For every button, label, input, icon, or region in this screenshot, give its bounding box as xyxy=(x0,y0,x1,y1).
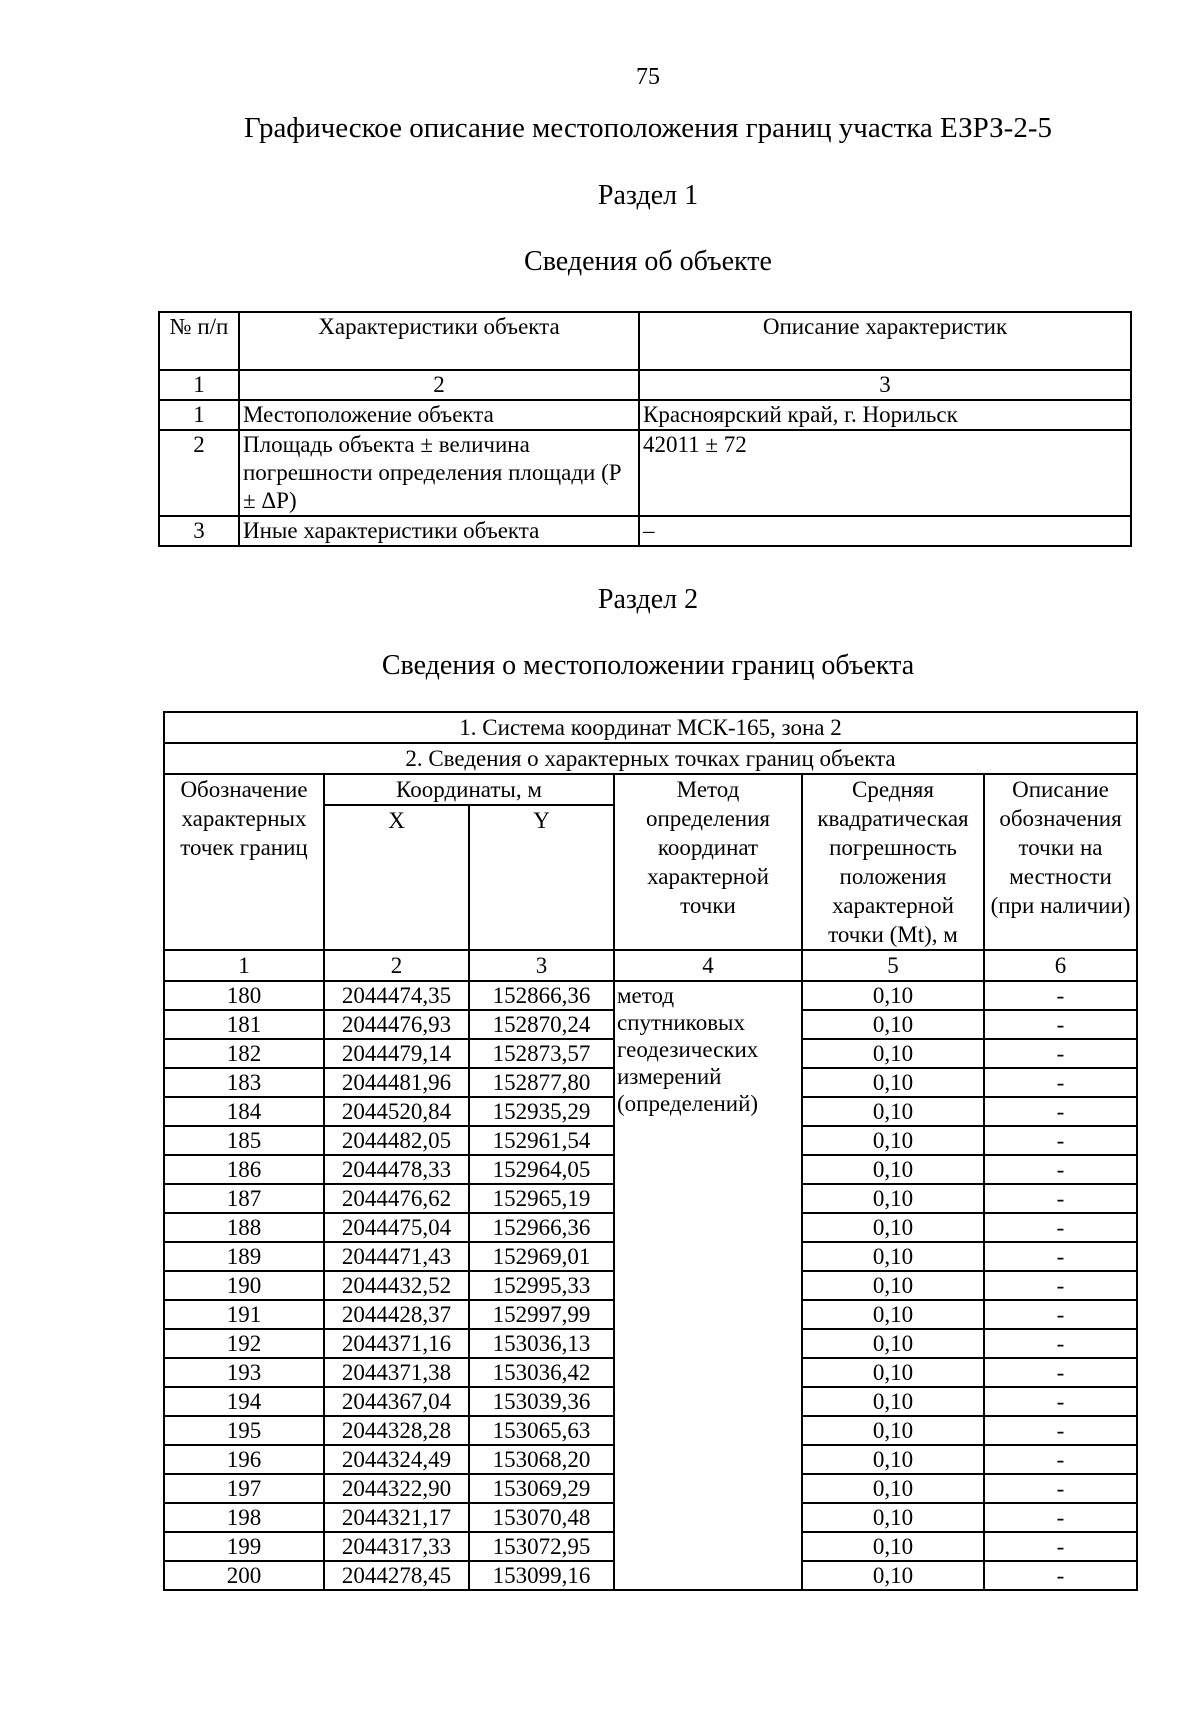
description-cell: - xyxy=(984,1126,1137,1155)
header-cell-description: Описание обозначения точки на местности (при наличии) xyxy=(984,774,1137,950)
x-coordinate-cell: 2044317,33 xyxy=(324,1532,469,1561)
section2-heading: Раздел 2 xyxy=(597,584,699,615)
coord-system-cell: 1. Система координат МСК-165, зона 2 xyxy=(164,712,1137,743)
y-coordinate-cell: 152964,05 xyxy=(469,1155,614,1184)
error-cell: 0,10 xyxy=(802,1213,984,1242)
table-row xyxy=(159,400,1131,430)
x-coordinate-cell: 2044476,93 xyxy=(324,1010,469,1039)
section2-subheading: Сведения о местоположении границ объекта xyxy=(381,650,915,681)
x-coordinate-cell: 2044322,90 xyxy=(324,1474,469,1503)
numbering-cell: 2 xyxy=(239,370,639,400)
numbering-cell: 1 xyxy=(164,950,324,981)
y-coordinate-cell: 153036,13 xyxy=(469,1329,614,1358)
description-cell: - xyxy=(984,1329,1137,1358)
error-cell: 0,10 xyxy=(802,1010,984,1039)
error-cell: 0,10 xyxy=(802,1184,984,1213)
error-cell: 0,10 xyxy=(802,1126,984,1155)
header-cell-error: Средняя квадратическая погрешность положения характерной точки (Mt), м xyxy=(802,774,984,950)
description-cell: - xyxy=(984,1561,1137,1590)
y-coordinate-cell: 153068,20 xyxy=(469,1445,614,1474)
y-coordinate-cell: 152966,36 xyxy=(469,1213,614,1242)
error-cell: 0,10 xyxy=(802,1445,984,1474)
y-coordinate-cell: 152961,54 xyxy=(469,1126,614,1155)
description-cell: - xyxy=(984,1039,1137,1068)
numbering-cell: 5 xyxy=(802,950,984,981)
object-info-table xyxy=(158,311,1132,547)
y-coordinate-cell: 152995,33 xyxy=(469,1271,614,1300)
point-number-cell: 184 xyxy=(164,1097,324,1126)
y-coordinate-cell: 152969,01 xyxy=(469,1242,614,1271)
error-cell: 0,10 xyxy=(802,1561,984,1590)
error-cell: 0,10 xyxy=(802,1039,984,1068)
error-cell: 0,10 xyxy=(802,1358,984,1387)
y-coordinate-cell: 153070,48 xyxy=(469,1503,614,1532)
description-cell: - xyxy=(984,1358,1137,1387)
y-coordinate-cell: 153072,95 xyxy=(469,1532,614,1561)
x-coordinate-cell: 2044367,04 xyxy=(324,1387,469,1416)
y-coordinate-cell: 153069,29 xyxy=(469,1474,614,1503)
page-number: 75 xyxy=(636,64,660,90)
point-number-cell: 187 xyxy=(164,1184,324,1213)
table-row xyxy=(159,430,1131,516)
table-header-row xyxy=(164,774,1137,805)
error-cell: 0,10 xyxy=(802,1155,984,1184)
x-coordinate-cell: 2044371,38 xyxy=(324,1358,469,1387)
point-number-cell: 188 xyxy=(164,1213,324,1242)
section1-subheading: Сведения об объекте xyxy=(524,246,772,277)
header-cell-description: Описание характеристик xyxy=(639,312,1131,370)
y-coordinate-cell: 152870,24 xyxy=(469,1010,614,1039)
y-coordinate-cell: 152877,80 xyxy=(469,1068,614,1097)
table-numbering-row xyxy=(159,370,1131,400)
x-coordinate-cell: 2044476,62 xyxy=(324,1184,469,1213)
point-number-cell: 185 xyxy=(164,1126,324,1155)
point-number-cell: 183 xyxy=(164,1068,324,1097)
boundary-points-table xyxy=(163,711,1138,1591)
section1-heading: Раздел 1 xyxy=(597,180,699,211)
y-coordinate-cell: 153036,42 xyxy=(469,1358,614,1387)
point-number-cell: 194 xyxy=(164,1387,324,1416)
y-coordinate-cell: 152866,36 xyxy=(469,981,614,1010)
point-number-cell: 192 xyxy=(164,1329,324,1358)
point-number-cell: 198 xyxy=(164,1503,324,1532)
x-coordinate-cell: 2044471,43 xyxy=(324,1242,469,1271)
numbering-cell: 6 xyxy=(984,950,1137,981)
table-numbering-row xyxy=(164,950,1137,981)
point-number-cell: 195 xyxy=(164,1416,324,1445)
x-coordinate-cell: 2044321,17 xyxy=(324,1503,469,1532)
description-cell: - xyxy=(984,1300,1137,1329)
error-cell: 0,10 xyxy=(802,1503,984,1532)
point-number-cell: 197 xyxy=(164,1474,324,1503)
numbering-cell: 3 xyxy=(639,370,1131,400)
description-cell: - xyxy=(984,1184,1137,1213)
error-cell: 0,10 xyxy=(802,1532,984,1561)
description-cell: - xyxy=(984,1503,1137,1532)
x-coordinate-cell: 2044481,96 xyxy=(324,1068,469,1097)
row-description: – xyxy=(639,516,1131,546)
description-cell: - xyxy=(984,1242,1137,1271)
description-cell: - xyxy=(984,1445,1137,1474)
row-number: 3 xyxy=(159,516,239,546)
error-cell: 0,10 xyxy=(802,1271,984,1300)
description-cell: - xyxy=(984,1387,1137,1416)
point-number-cell: 193 xyxy=(164,1358,324,1387)
point-number-cell: 200 xyxy=(164,1561,324,1590)
error-cell: 0,10 xyxy=(802,1329,984,1358)
header-cell-number: № п/п xyxy=(159,312,239,370)
error-cell: 0,10 xyxy=(802,1097,984,1126)
row-characteristic: Иные характеристики объекта xyxy=(239,516,639,546)
y-coordinate-cell: 152935,29 xyxy=(469,1097,614,1126)
description-cell: - xyxy=(984,1213,1137,1242)
x-coordinate-cell: 2044478,33 xyxy=(324,1155,469,1184)
description-cell: - xyxy=(984,1068,1137,1097)
point-number-cell: 199 xyxy=(164,1532,324,1561)
points-title-cell: 2. Сведения о характерных точках границ объекта xyxy=(164,743,1137,774)
numbering-cell: 1 xyxy=(159,370,239,400)
description-cell: - xyxy=(984,1155,1137,1184)
row-characteristic: Местоположение объекта xyxy=(239,400,639,430)
point-number-cell: 180 xyxy=(164,981,324,1010)
row-description: Красноярский край, г. Норильск xyxy=(639,400,1131,430)
header-cell-x: X xyxy=(324,805,469,950)
row-number: 2 xyxy=(159,430,239,516)
x-coordinate-cell: 2044479,14 xyxy=(324,1039,469,1068)
row-description: 42011 ± 72 xyxy=(639,430,1131,516)
x-coordinate-cell: 2044432,52 xyxy=(324,1271,469,1300)
error-cell: 0,10 xyxy=(802,1416,984,1445)
error-cell: 0,10 xyxy=(802,1387,984,1416)
x-coordinate-cell: 2044278,45 xyxy=(324,1561,469,1590)
description-cell: - xyxy=(984,1532,1137,1561)
header-cell-coords: Координаты, м xyxy=(324,774,614,805)
error-cell: 0,10 xyxy=(802,1300,984,1329)
description-cell: - xyxy=(984,1010,1137,1039)
table-row xyxy=(164,981,1137,1010)
x-coordinate-cell: 2044475,04 xyxy=(324,1213,469,1242)
method-cell: метод спутниковых геодезических измерений (определений) xyxy=(614,981,802,1590)
error-cell: 0,10 xyxy=(802,981,984,1010)
description-cell: - xyxy=(984,981,1137,1010)
numbering-cell: 2 xyxy=(324,950,469,981)
x-coordinate-cell: 2044474,35 xyxy=(324,981,469,1010)
y-coordinate-cell: 152997,99 xyxy=(469,1300,614,1329)
x-coordinate-cell: 2044482,05 xyxy=(324,1126,469,1155)
x-coordinate-cell: 2044324,49 xyxy=(324,1445,469,1474)
description-cell: - xyxy=(984,1271,1137,1300)
document-title: Графическое описание местоположения границ участка ЕЗРЗ-2-5 xyxy=(244,112,1052,144)
row-number: 1 xyxy=(159,400,239,430)
point-number-cell: 186 xyxy=(164,1155,324,1184)
header-cell-characteristic: Характеристики объекта xyxy=(239,312,639,370)
y-coordinate-cell: 152873,57 xyxy=(469,1039,614,1068)
header-cell-y: Y xyxy=(469,805,614,950)
x-coordinate-cell: 2044371,16 xyxy=(324,1329,469,1358)
point-number-cell: 181 xyxy=(164,1010,324,1039)
header-cell-method: Метод определения координат характерной точки xyxy=(614,774,802,950)
numbering-cell: 3 xyxy=(469,950,614,981)
point-number-cell: 190 xyxy=(164,1271,324,1300)
point-number-cell: 196 xyxy=(164,1445,324,1474)
description-cell: - xyxy=(984,1097,1137,1126)
numbering-cell: 4 xyxy=(614,950,802,981)
header-cell-point: Обозначение характерных точек границ xyxy=(164,774,324,950)
x-coordinate-cell: 2044328,28 xyxy=(324,1416,469,1445)
y-coordinate-cell: 153065,63 xyxy=(469,1416,614,1445)
coord-system-row xyxy=(164,712,1137,743)
y-coordinate-cell: 153099,16 xyxy=(469,1561,614,1590)
x-coordinate-cell: 2044520,84 xyxy=(324,1097,469,1126)
table-header-row xyxy=(159,312,1131,370)
y-coordinate-cell: 152965,19 xyxy=(469,1184,614,1213)
description-cell: - xyxy=(984,1416,1137,1445)
point-number-cell: 191 xyxy=(164,1300,324,1329)
table-row xyxy=(159,516,1131,546)
description-cell: - xyxy=(984,1474,1137,1503)
error-cell: 0,10 xyxy=(802,1474,984,1503)
point-number-cell: 182 xyxy=(164,1039,324,1068)
y-coordinate-cell: 153039,36 xyxy=(469,1387,614,1416)
error-cell: 0,10 xyxy=(802,1242,984,1271)
point-number-cell: 189 xyxy=(164,1242,324,1271)
points-title-row xyxy=(164,743,1137,774)
row-characteristic: Площадь объекта ± величина погрешности определения площади (Р ± ΔР) xyxy=(239,430,639,516)
x-coordinate-cell: 2044428,37 xyxy=(324,1300,469,1329)
error-cell: 0,10 xyxy=(802,1068,984,1097)
